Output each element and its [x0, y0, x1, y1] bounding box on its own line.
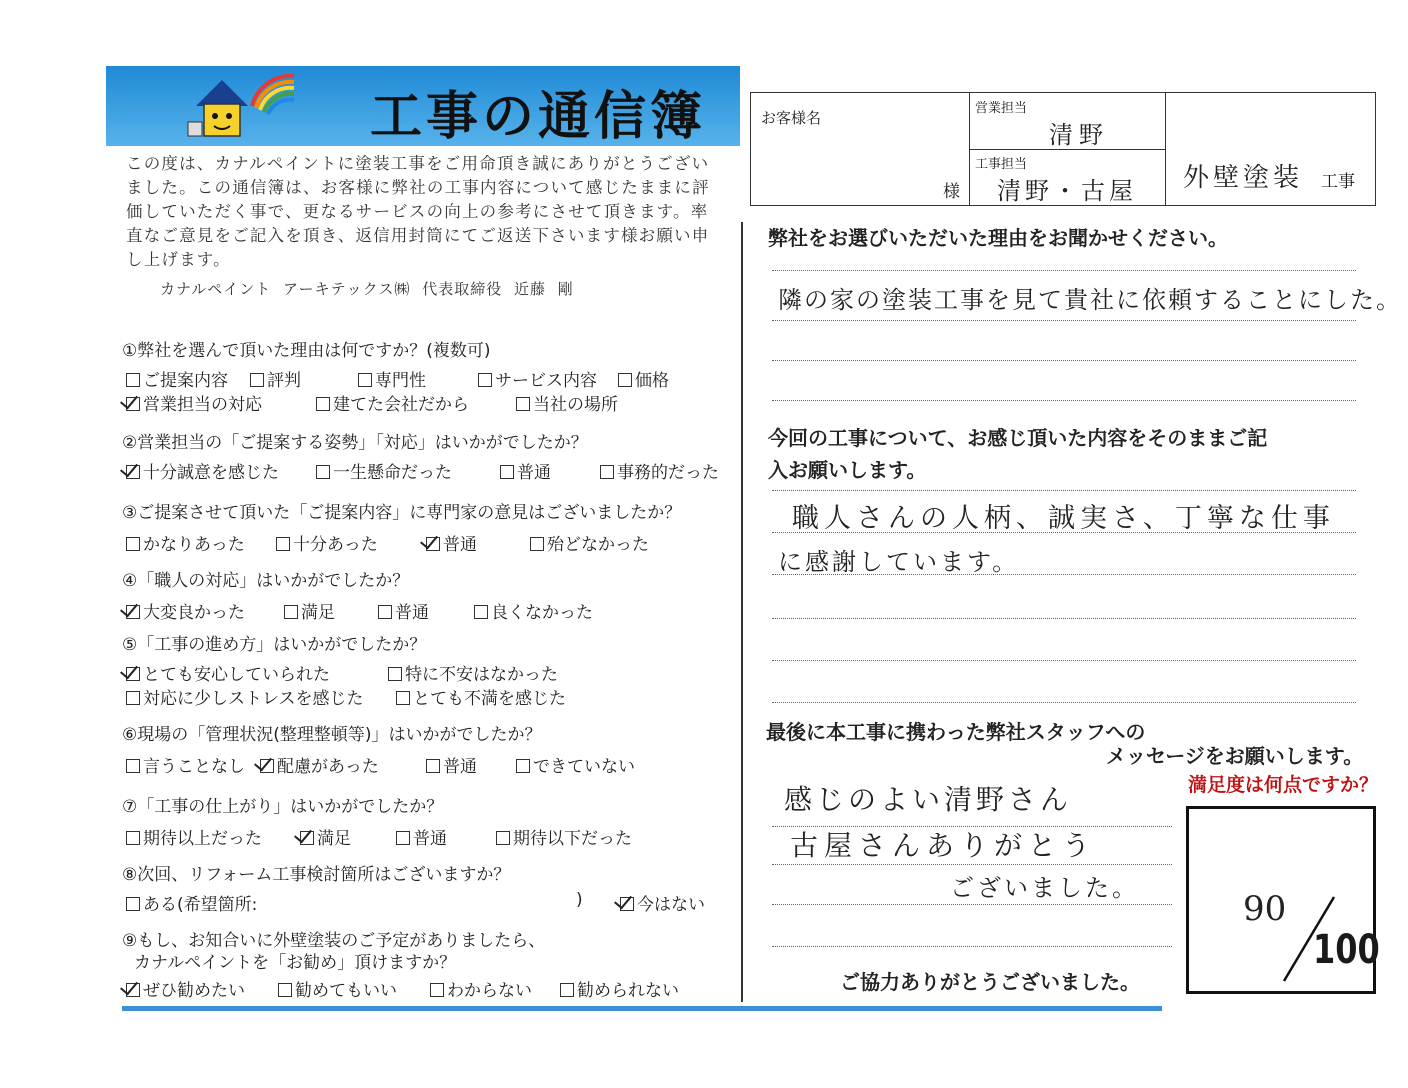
- score-value: 90: [1243, 889, 1287, 929]
- checkbox-checked[interactable]: [620, 897, 634, 911]
- answer-line: [772, 660, 1356, 661]
- checkbox-option[interactable]: [478, 366, 597, 391]
- option-label: ぜひ勧めたい: [143, 981, 245, 1001]
- answer-line: [772, 400, 1356, 401]
- construction-value: 清野・古屋: [997, 177, 1137, 205]
- checkbox-option[interactable]: [126, 684, 364, 709]
- checkbox[interactable]: [516, 759, 530, 773]
- work-suffix: 工事: [1321, 172, 1355, 192]
- sales-value: 清野: [1049, 121, 1109, 149]
- answer-impression-2: に感謝しています。: [778, 548, 1020, 576]
- answer-line: [772, 702, 1356, 703]
- option-label: 事務的だった: [617, 463, 719, 483]
- checkbox-option[interactable]: [250, 366, 301, 391]
- option-label: とても不満を感じた: [413, 689, 566, 709]
- sales-label: 営業担当: [975, 101, 1028, 116]
- question-3: ③ご提案させて頂いた「ご提案内容」に専門家の意見はございましたか？: [122, 503, 682, 523]
- question-6: ⑥現場の「管理状況(整理整頓等)」はいかがでしたか？: [122, 725, 542, 745]
- option-label: ある(希望箇所:: [143, 895, 258, 915]
- checkbox-checked[interactable]: [126, 397, 140, 411]
- checkbox-option[interactable]: [126, 598, 245, 623]
- option-label: 普通: [413, 829, 447, 849]
- page-title: 工事の通信簿: [370, 87, 707, 147]
- checkbox[interactable]: [316, 465, 330, 479]
- checkbox-option[interactable]: [530, 530, 649, 555]
- checkbox-option[interactable]: [126, 530, 245, 555]
- checkbox-option[interactable]: [316, 390, 469, 415]
- checkbox[interactable]: [126, 831, 140, 845]
- option-label: わからない: [447, 981, 532, 1001]
- checkbox-option[interactable]: [516, 752, 635, 777]
- option-label: 価格: [635, 371, 669, 391]
- checkbox-checked[interactable]: [126, 605, 140, 619]
- option-label: サービス内容: [495, 371, 597, 391]
- answer-message-3: ございました。: [950, 874, 1139, 902]
- checkbox[interactable]: [396, 691, 410, 705]
- checkbox-option[interactable]: [126, 660, 330, 685]
- checkbox[interactable]: [284, 605, 298, 619]
- checkbox[interactable]: [618, 373, 632, 387]
- house-mascot-logo: [182, 66, 302, 146]
- option-label: 勧められない: [577, 981, 679, 1001]
- work-value: 外壁塗装: [1183, 163, 1304, 193]
- option-label: 普通: [443, 757, 477, 777]
- checkbox[interactable]: [126, 759, 140, 773]
- checkbox[interactable]: [388, 667, 402, 681]
- footer-bar: [122, 1006, 1162, 1011]
- checkbox-checked[interactable]: [126, 465, 140, 479]
- checkbox-checked[interactable]: [126, 983, 140, 997]
- answer-reason: 隣の家の塗装工事を見て貴社に依頼することにした。: [778, 286, 1402, 314]
- option-label: 普通: [443, 535, 477, 555]
- option-label: とても安心していられた: [143, 665, 330, 685]
- answer-impression-1: 職人さんの人柄、誠実さ、丁寧な仕事: [792, 503, 1335, 534]
- option-label: ): [576, 890, 583, 910]
- question-4: ④「職人の対応」はいかがでしたか？: [122, 571, 410, 591]
- checkbox[interactable]: [126, 537, 140, 551]
- checkbox[interactable]: [500, 465, 514, 479]
- option-label: 十分あった: [293, 535, 378, 555]
- option-label: 特に不安はなかった: [405, 665, 558, 685]
- option-label: 普通: [517, 463, 551, 483]
- checkbox[interactable]: [516, 397, 530, 411]
- checkbox-option[interactable]: [430, 976, 532, 1001]
- option-label: 期待以下だった: [513, 829, 632, 849]
- option-label: 満足: [301, 603, 335, 623]
- checkbox-option[interactable]: [560, 976, 679, 1001]
- question-9: ⑨もし、お知合いに外壁塗装のご予定がありましたら、: [122, 931, 546, 951]
- question-impression-1: 今回の工事について、お感じ頂いた内容をそのままご記: [768, 426, 1268, 450]
- checkbox[interactable]: [530, 537, 544, 551]
- checkbox-option[interactable]: [300, 824, 351, 849]
- checkbox[interactable]: [316, 397, 330, 411]
- checkbox[interactable]: [276, 537, 290, 551]
- question-message-2: メッセージをお願いします。: [1106, 744, 1364, 768]
- option-label: 当社の場所: [533, 395, 618, 415]
- answer-line: [772, 946, 1172, 947]
- question-5: ⑤「工事の進め方」はいかがでしたか？: [122, 635, 427, 655]
- checkbox[interactable]: [560, 983, 574, 997]
- option-label: 勧めてもいい: [295, 981, 397, 1001]
- checkbox-option[interactable]: [358, 366, 426, 391]
- checkbox-option[interactable]: [284, 598, 335, 623]
- customer-suffix: 様: [943, 182, 960, 202]
- answer-line: [772, 864, 1172, 865]
- option-label: 配慮があった: [277, 757, 379, 777]
- checkbox-option[interactable]: [316, 458, 452, 483]
- customer-label: お客様名: [761, 109, 822, 127]
- option-label: 一生懸命だった: [333, 463, 452, 483]
- checkbox[interactable]: [126, 897, 140, 911]
- construction-label: 工事担当: [975, 157, 1028, 172]
- question-9-line2: カナルペイントを「お勧め」頂けますか？: [134, 953, 457, 973]
- checkbox-option[interactable]: [126, 824, 262, 849]
- checkbox[interactable]: [250, 373, 264, 387]
- checkbox[interactable]: [496, 831, 510, 845]
- option-label: 評判: [267, 371, 301, 391]
- option-label: ご提案内容: [143, 371, 228, 391]
- score-label: 満足度は何点ですか？: [1188, 774, 1379, 796]
- checkbox-checked[interactable]: [300, 831, 314, 845]
- intro-text: この度は、カナルペイントに塗装工事をご用命頂き誠にありがとうございました。この通信簿は、お客様に弊社の工事内容について感じたままに評価していただく事で、更なるサービスの向上の参考にさせて頂きます。率直なご意見をご記入を頂き、返信用封筒にてご返送下さいます様お願い申し上げます。: [126, 154, 710, 269]
- checkbox[interactable]: [278, 983, 292, 997]
- checkbox-option[interactable]: [378, 598, 429, 623]
- option-label: できていない: [533, 757, 635, 777]
- info-table: [750, 92, 1376, 206]
- checkbox[interactable]: [478, 373, 492, 387]
- checkbox[interactable]: [474, 605, 488, 619]
- answer-line: [772, 490, 1356, 491]
- option-label: 満足: [317, 829, 351, 849]
- checkbox-option[interactable]: [618, 366, 669, 391]
- answer-line: [772, 320, 1356, 321]
- question-1: ①弊社を選んで頂いた理由は何ですか？(複数可): [122, 341, 491, 361]
- option-label: かなりあった: [143, 535, 245, 555]
- checkbox-option[interactable]: [126, 390, 262, 415]
- checkbox-option[interactable]: [600, 458, 719, 483]
- checkbox-option[interactable]: [396, 684, 566, 709]
- checkbox-option[interactable]: [516, 390, 618, 415]
- checkbox-checked[interactable]: [260, 759, 274, 773]
- checkbox-option[interactable]: [620, 890, 705, 915]
- option-label: 良くなかった: [491, 603, 593, 623]
- question-8: ⑧次回、リフォーム工事検討箇所はございますか？: [122, 865, 511, 885]
- checkbox[interactable]: [600, 465, 614, 479]
- checkbox-option[interactable]: [500, 458, 551, 483]
- question-reason: 弊社をお選びいただいた理由をお聞かせください。: [768, 226, 1228, 250]
- score-max: 100: [1313, 927, 1380, 973]
- column-divider: [741, 222, 743, 1002]
- checkbox-option[interactable]: [126, 458, 279, 483]
- checkbox-option[interactable]: [126, 976, 245, 1001]
- checkbox-option[interactable]: [260, 752, 379, 777]
- signature: カナルペイント アーキテックス㈱ 代表取締役 近藤 剛: [160, 280, 574, 298]
- checkbox-option[interactable]: [396, 824, 447, 849]
- checkbox-checked[interactable]: [426, 537, 440, 551]
- checkbox[interactable]: [396, 831, 410, 845]
- checkbox-option[interactable]: [126, 366, 228, 391]
- question-impression-2: 入お願いします。: [768, 458, 927, 482]
- checkbox-option[interactable]: [388, 660, 558, 685]
- option-label: 十分誠意を感じた: [143, 463, 279, 483]
- option-label: 殆どなかった: [547, 535, 649, 555]
- checkbox[interactable]: [430, 983, 444, 997]
- checkbox-option[interactable]: [126, 890, 257, 915]
- checkbox-option[interactable]: [474, 598, 593, 623]
- option-label: 大変良かった: [143, 603, 245, 623]
- checkbox-option[interactable]: [278, 976, 397, 1001]
- checkbox-checked[interactable]: [126, 667, 140, 681]
- checkbox[interactable]: [426, 759, 440, 773]
- checkbox-option[interactable]: [426, 752, 477, 777]
- question-message-1: 最後に本工事に携わった弊社スタッフへの: [766, 720, 1146, 744]
- option-label: 営業担当の対応: [143, 395, 262, 415]
- question-2: ②営業担当の「ご提案する姿勢」「対応」はいかがでしたか？: [122, 433, 588, 453]
- checkbox-option[interactable]: [496, 824, 632, 849]
- answer-message-1: 感じのよい清野さん: [784, 783, 1073, 816]
- option-label: 建てた会社だから: [333, 395, 469, 415]
- question-7: ⑦「工事の仕上がり」はいかがでしたか？: [122, 797, 444, 817]
- answer-line: [772, 904, 1172, 905]
- option-label: 言うことなし: [143, 757, 245, 777]
- option-close-paren: [576, 890, 583, 910]
- checkbox[interactable]: [378, 605, 392, 619]
- checkbox-option[interactable]: [426, 530, 477, 555]
- option-label: 専門性: [375, 371, 426, 391]
- answer-message-2: 古屋さんありがとう: [790, 829, 1097, 862]
- option-label: 今はない: [637, 895, 705, 915]
- thanks-text: ご協力ありがとうございました。: [840, 970, 1140, 994]
- option-label: 対応に少しストレスを感じた: [143, 689, 364, 709]
- answer-line: [772, 618, 1356, 619]
- option-label: 期待以上だった: [143, 829, 262, 849]
- checkbox-option[interactable]: [126, 752, 245, 777]
- answer-line: [772, 270, 1356, 271]
- checkbox-option[interactable]: [276, 530, 378, 555]
- score-box: [1186, 806, 1380, 994]
- option-label: 普通: [395, 603, 429, 623]
- answer-line: [772, 360, 1356, 361]
- checkbox[interactable]: [358, 373, 372, 387]
- checkbox[interactable]: [126, 691, 140, 705]
- checkbox[interactable]: [126, 373, 140, 387]
